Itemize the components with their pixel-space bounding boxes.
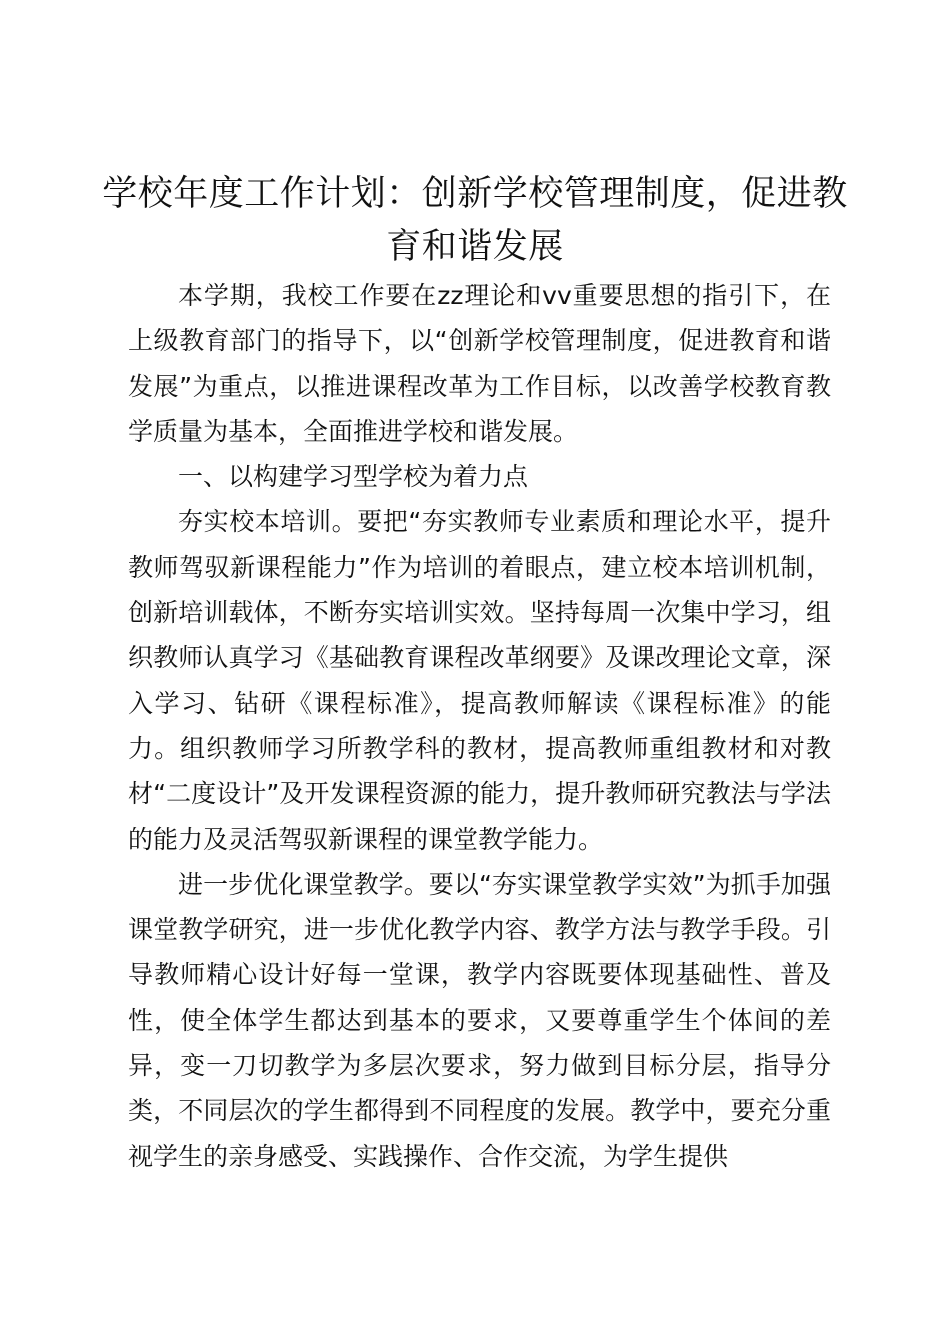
paragraph-school-training: 夯实校本培训。要把“夯实教师专业素质和理论水平，提升教师驾驭新课程能力”作为培训的着眼点，建立校本培训机制，创新培训载体，不断夯实培训实效。坚持每周一次集中学习，组织教师认真学习《基础教育课程改革纲要》及课改理论文章，深入学习、钻研《课程标准》，提高教师解读《课程标准》的能力。组织教师学习所教学科的教材，提高教师重组教材和对教材“二度设计”及开发课程资源的能力，提升教师研究教法与学法的能力及灵活驾驭新课程的课堂教学能力。 — [128, 507, 831, 854]
document-body — [128, 273, 831, 1179]
paragraph-classroom-teaching: 进一步优化课堂教学。要以“夯实课堂教学实效”为抓手加强课堂教学研究，进一步优化教学内容、教学方法与教学手段。引导教师精心设计好每一堂课，教学内容既要体现基础性、普及性，使全体学生都达到基本的要求，又要尊重学生个体间的差异，变一刀切教学为多层次要求，努力做到目标分层，指导分类，不同层次的学生都得到不同程度的发展。教学中，要充分重视学生的亲身感受、实践操作、合作交流，为学生提供 — [128, 869, 831, 1171]
document-title: 学校年度工作计划：创新学校管理制度，促进教育和谐发展 — [102, 174, 848, 267]
paragraph-intro: 本学期，我校工作要在zz理论和vv重要思想的指引下，在上级教育部门的指导下，以“创新学校管理制度，促进教育和谐发展”为重点，以推进课程改革为工作目标，以改善学校教育教学质量为基本，全面推进学校和谐发展。 — [128, 281, 831, 446]
section-heading-1: 一、以构建学习型学校为着力点 — [178, 462, 529, 492]
